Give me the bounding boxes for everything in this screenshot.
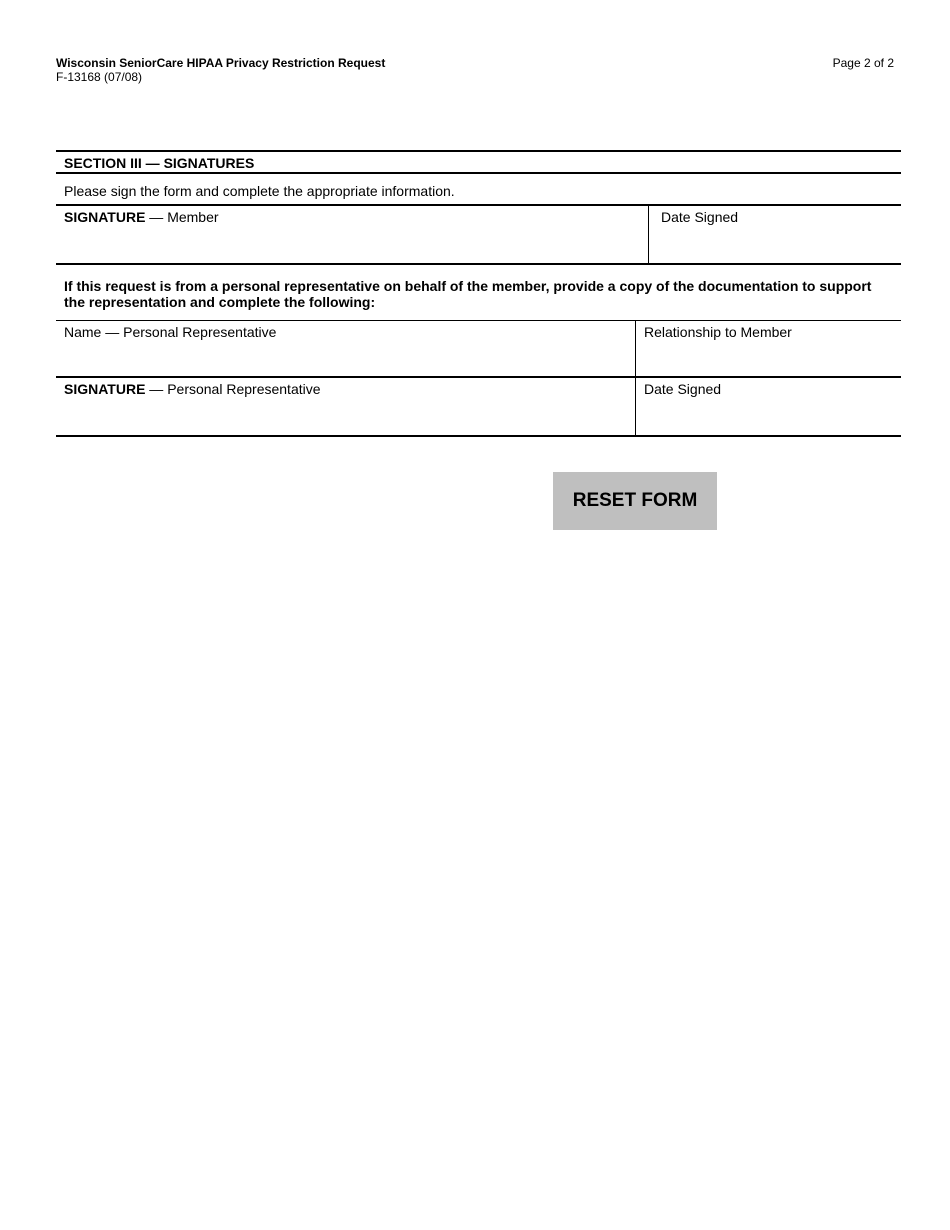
relationship-to-member-field[interactable] (636, 321, 901, 376)
signatures-section (56, 150, 901, 437)
member-signature-field[interactable] (56, 206, 649, 263)
section-instruction: Please sign the form and complete the appropriate information. (56, 174, 901, 206)
member-signature-label-bold: SIGNATURE (64, 209, 146, 225)
member-date-signed-label: Date Signed (661, 209, 739, 225)
representative-date-signed-field[interactable] (636, 378, 901, 435)
member-signature-row (56, 206, 901, 265)
representative-date-signed-label: Date Signed (644, 381, 722, 397)
representative-signature-label-bold: SIGNATURE (64, 381, 146, 397)
representative-signature-row (56, 378, 901, 437)
member-signature-label-rest: — Member (145, 209, 219, 225)
representative-name-field[interactable] (56, 321, 636, 376)
relationship-to-member-label: Relationship to Member (644, 324, 792, 340)
form-number: F-13168 (07/08) (56, 70, 143, 84)
section-title: SECTION III — SIGNATURES (56, 150, 901, 174)
form-title: Wisconsin SeniorCare HIPAA Privacy Restriction Request (56, 56, 386, 70)
reset-form-button[interactable]: RESET FORM (553, 472, 717, 530)
form-header (56, 56, 385, 84)
representative-name-label: Name — Personal Representative (64, 324, 277, 340)
member-date-signed-field[interactable] (649, 206, 901, 263)
representative-signature-field[interactable] (56, 378, 636, 435)
representative-signature-label-rest: — Personal Representative (145, 381, 321, 397)
representative-note: If this request is from a personal representative on behalf of the member, provide a copy of the documentation to support the representation and complete the following: (56, 265, 901, 321)
page-indicator: Page 2 of 2 (832, 56, 894, 70)
representative-name-row (56, 321, 901, 378)
